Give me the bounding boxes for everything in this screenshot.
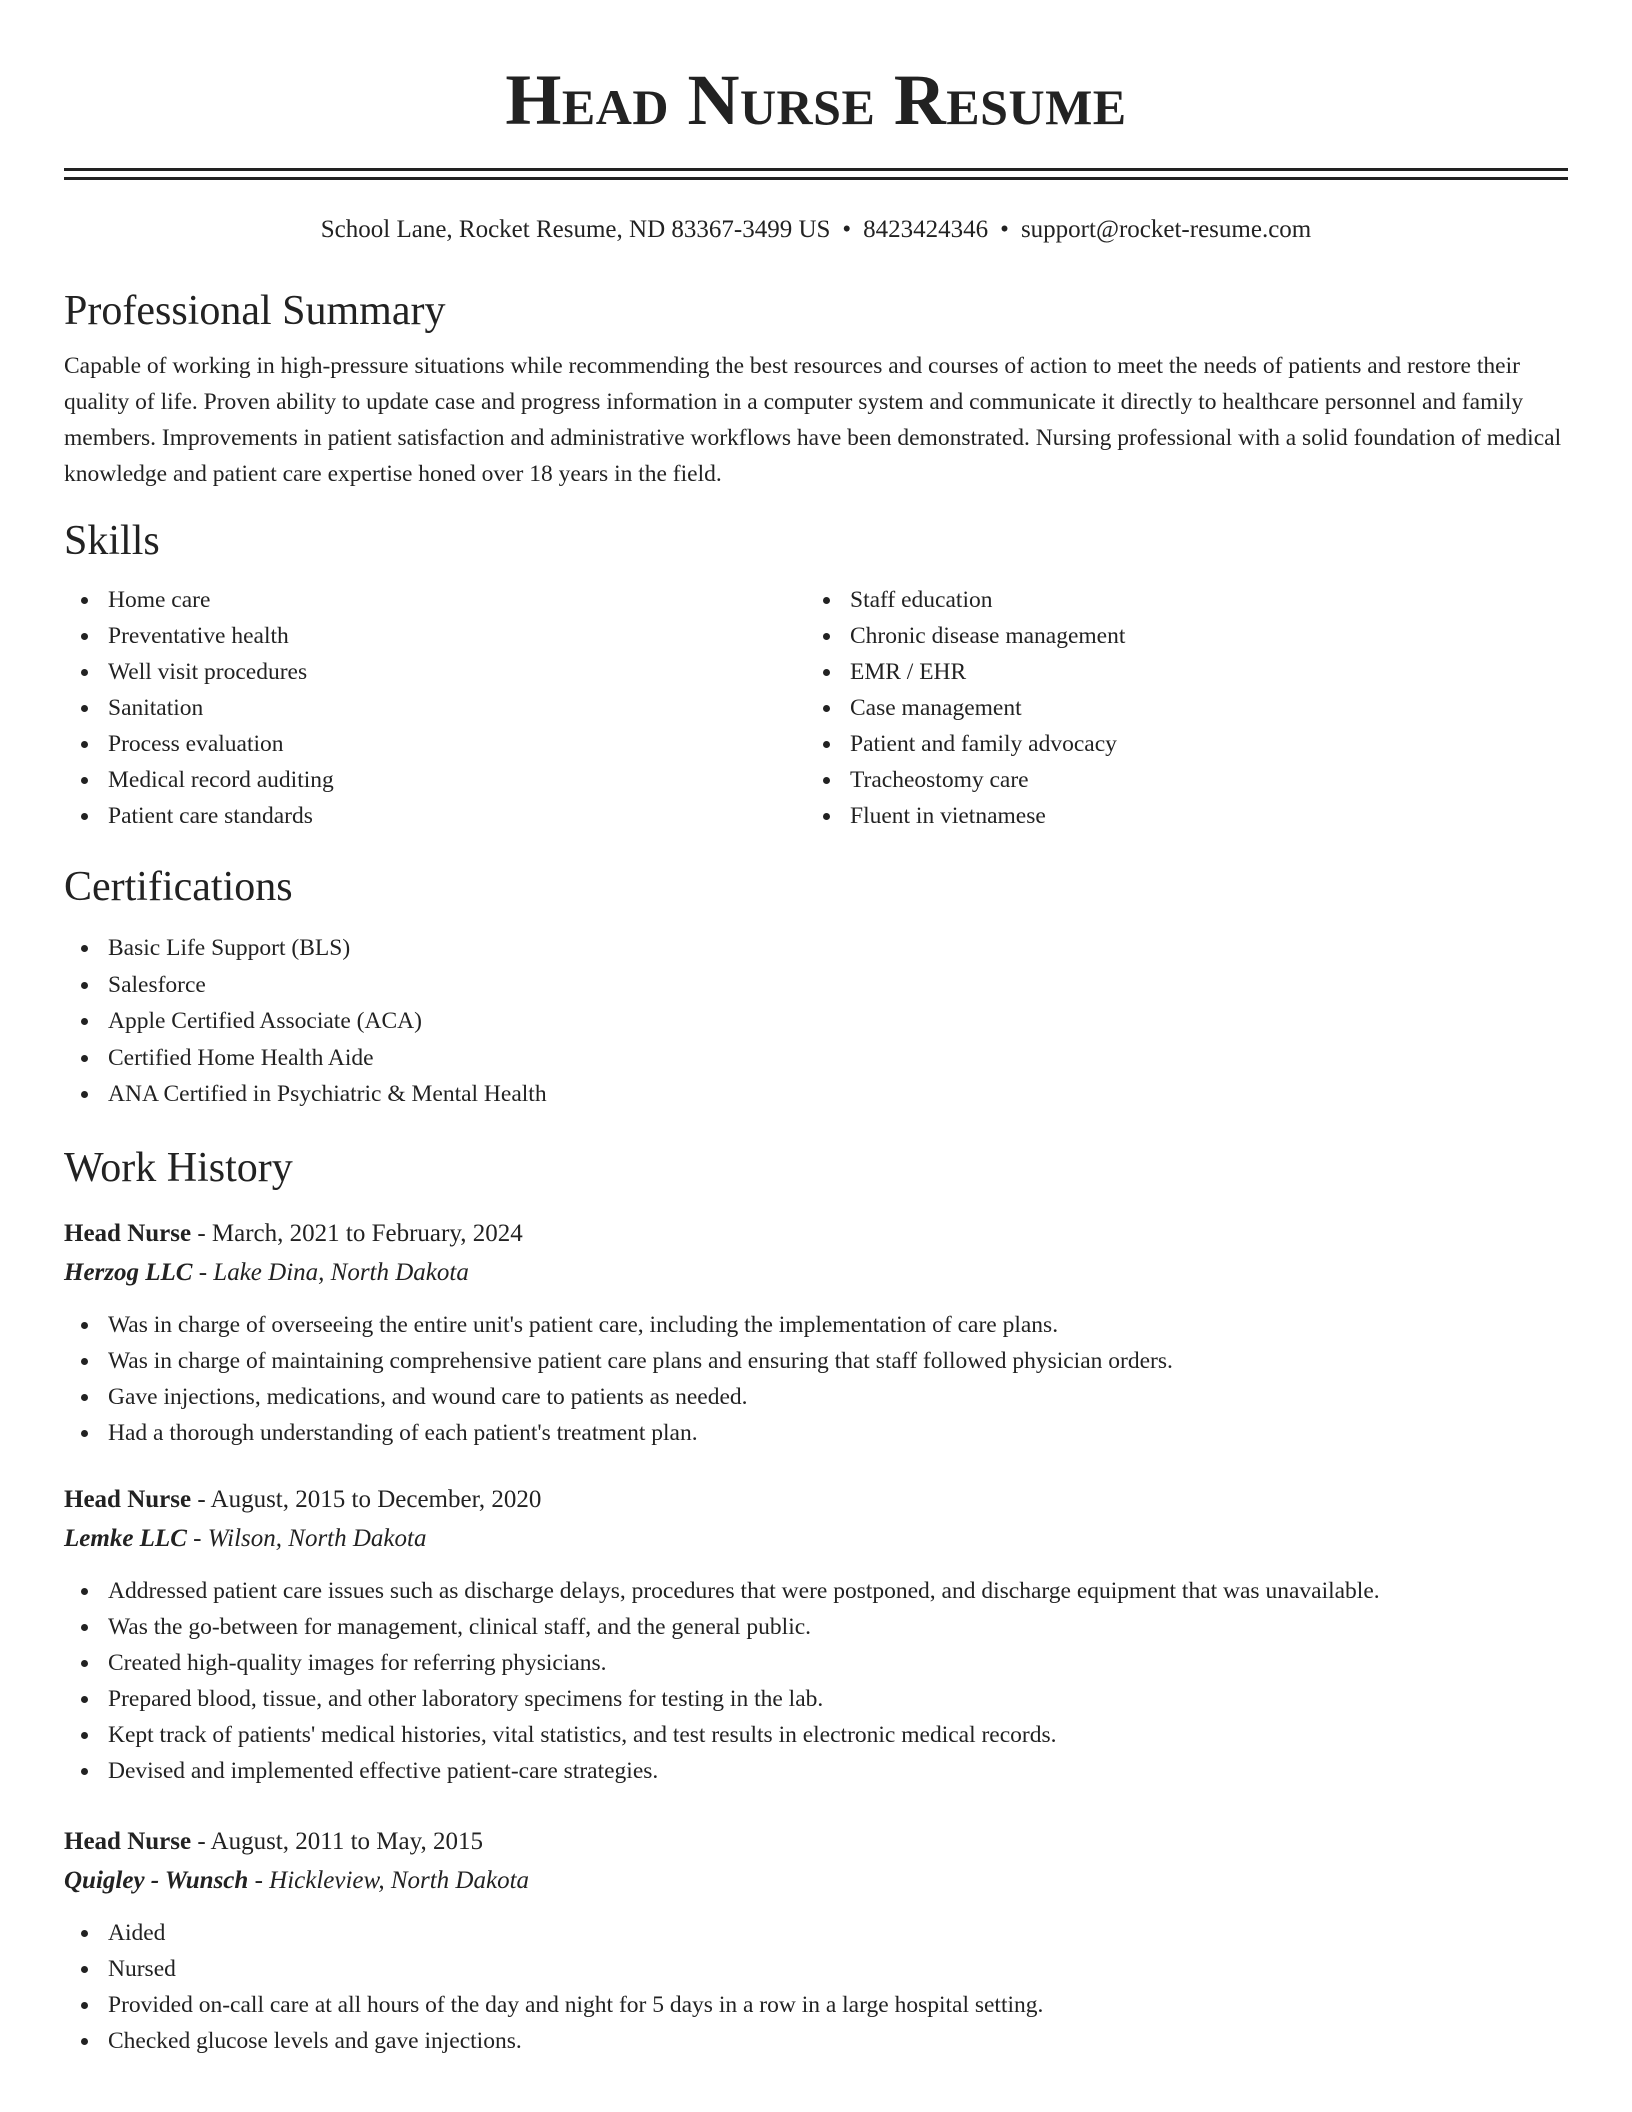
job-duties-list [64,1915,1568,2059]
contact-phone: 8423424346 [863,216,989,243]
job-dates: - August, 2011 to May, 2015 [191,1827,483,1855]
title-divider-bottom [64,177,1568,180]
job-title-line [64,1481,1568,1519]
job-entry [64,1215,1568,1451]
job-company: Lemke LLC [64,1524,187,1552]
job-company: Quigley - Wunsch [64,1866,249,1894]
certifications-section [64,862,1568,1113]
job-duties-list [64,1573,1568,1789]
skill-item: Medical record auditing [64,762,806,798]
job-company-line [64,1519,1568,1559]
skills-list-right [806,582,1548,834]
certifications-heading: Certifications [64,864,293,910]
job-duty: Aided [64,1915,1568,1951]
summary-heading: Professional Summary [64,288,446,334]
certifications-list [64,930,1568,1113]
certification-item: Basic Life Support (BLS) [64,930,1568,967]
work-history-heading: Work History [64,1144,293,1191]
job-duty: Addressed patient care issues such as discharge delays, procedures that were postponed, and discharge equipment that was unavailable. [64,1573,1568,1609]
contact-separator: • [1000,216,1009,243]
job-company: Herzog LLC [64,1258,193,1286]
skill-item: Patient care standards [64,798,806,834]
job-duty: Had a thorough understanding of each patient's treatment plan. [64,1415,1568,1451]
certification-item: Salesforce [64,967,1568,1004]
summary-section [64,286,1568,492]
skill-item: Chronic disease management [806,618,1548,654]
certification-item: ANA Certified in Psychiatric & Mental Health [64,1076,1568,1113]
work-history-section [64,1143,1568,2059]
skill-item: Sanitation [64,690,806,726]
job-company-line [64,1861,1568,1901]
job-entry [64,1823,1568,2059]
job-location: - Hickleview, North Dakota [248,1866,530,1894]
job-title: Head Nurse [64,1485,192,1513]
skill-item: Case management [806,690,1548,726]
skills-list-left [64,582,806,834]
job-duty: Checked glucose levels and gave injections. [64,2023,1568,2059]
job-duty: Prepared blood, tissue, and other laboratory specimens for testing in the lab. [64,1681,1568,1717]
skill-item: Home care [64,582,806,618]
job-duty: Gave injections, medications, and wound care to patients as needed. [64,1379,1568,1415]
job-duties-list [64,1307,1568,1451]
certification-item: Certified Home Health Aide [64,1040,1568,1077]
job-duty: Devised and implemented effective patient-care strategies. [64,1753,1568,1789]
skill-item: Process evaluation [64,726,806,762]
skills-columns [64,582,1568,834]
resume-title: Head Nurse Resume [505,60,1127,140]
job-duty: Kept track of patients' medical histories, vital statistics, and test results in electronic medical records. [64,1717,1568,1753]
job-title-line [64,1823,1568,1861]
skills-section [64,516,1568,834]
contact-separator: • [842,216,852,243]
title-divider-top [64,168,1568,171]
job-duty: Was in charge of maintaining comprehensive patient care plans and ensuring that staff followed physician orders. [64,1343,1568,1379]
skill-item: Patient and family advocacy [806,726,1548,762]
job-dates: - August, 2015 to December, 2020 [191,1485,542,1513]
job-dates: - March, 2021 to February, 2024 [191,1219,523,1247]
certification-item: Apple Certified Associate (ACA) [64,1003,1568,1040]
job-entry [64,1481,1568,1789]
skill-item: EMR / EHR [806,654,1548,690]
job-duty: Was in charge of overseeing the entire unit's patient care, including the implementation of care plans. [64,1307,1568,1343]
job-duty: Nursed [64,1951,1568,1987]
skill-item: Preventative health [64,618,806,654]
job-company-line [64,1253,1568,1293]
job-title-line [64,1215,1568,1253]
contact-email: support@rocket-resume.com [1020,216,1312,243]
job-duty: Was the go-between for management, clinical staff, and the general public. [64,1609,1568,1645]
job-duty: Provided on-call care at all hours of the day and night for 5 days in a row in a large hospital setting. [64,1987,1568,2023]
skills-heading: Skills [64,518,160,564]
skill-item: Fluent in vietnamese [806,798,1548,834]
skill-item: Well visit procedures [64,654,806,690]
contact-line [64,214,1568,246]
job-location: - Lake Dina, North Dakota [192,1258,469,1286]
job-title: Head Nurse [64,1219,192,1247]
job-location: - Wilson, North Dakota [186,1524,427,1552]
skill-item: Tracheostomy care [806,762,1548,798]
contact-address: School Lane, Rocket Resume, ND 83367-3499 US [320,216,831,243]
job-duty: Created high-quality images for referring physicians. [64,1645,1568,1681]
summary-text: Capable of working in high-pressure situations while recommending the best resources and courses of action to meet the needs of patients and restore their quality of life. Proven ability to update case and progress information in a computer system and communicate it directly to healthcare personnel and family members. Improvements in patient satisfaction and administrative workflows have been demonstrated. Nursing professional with a solid foundation of medical knowledge and patient care expertise honed over 18 years in the field. [64,353,1562,487]
job-title: Head Nurse [64,1827,192,1855]
skill-item: Staff education [806,582,1548,618]
